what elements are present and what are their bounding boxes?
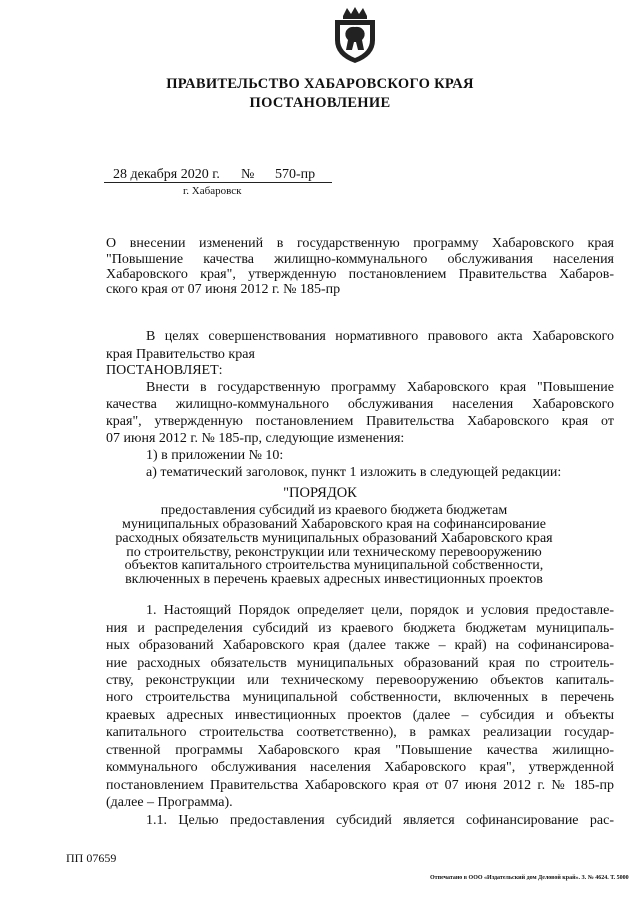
paragraph-line: края", утвержденную постановлением Правительства Хабаровского края от [106,414,614,429]
order-paragraph-line: ного строительства муниципальной собственности, включенных в перечень [106,690,614,705]
subject-line: "Повышение качества жилищно-коммунального обслуживания населения [106,252,614,267]
list-item-1: 1) в приложении № 10: [146,448,284,463]
coat-of-arms-icon [329,6,381,64]
order-paragraph-line: 1.1. Целью предоставления субсидий является софинансирование рас- [146,813,614,828]
order-paragraph-line: коммунального обслуживания населения Хабаровского края", утвержденной [106,760,614,775]
order-subtitle-line: предоставления субсидий из краевого бюджета бюджетам [160,503,508,518]
order-paragraph-line: (далее – Программа). [106,795,233,810]
subject-line: Хабаровского края", утвержденную постановлением Правительства Хабаров- [106,267,614,282]
order-paragraph-line: ния и распределения субсидий из краевого бюджета бюджетам муниципаль- [106,621,614,636]
order-paragraph-line: ству, реконструкции или техническому перевооружению объектов капиталь- [106,673,614,688]
document-code: ПП 07659 [66,851,117,865]
paragraph-line: 07 июня 2012 г. № 185-пр, следующие изменения: [106,431,405,446]
subject-line: О внесении изменений в государственную программу Хабаровского края [106,236,614,251]
paragraph-line: Внести в государственную программу Хабаровского края "Повышение [146,380,614,395]
order-title: "ПОРЯДОК [283,485,357,501]
government-name: ПРАВИТЕЛЬСТВО ХАБАРОВСКОГО КРАЯ [166,76,474,92]
order-subtitle-line: муниципальных образований Хабаровского края на софинансирование [122,517,546,532]
order-subtitle-line: объектов капитального строительства муниципальной собственности, [124,558,544,573]
decree-date: 28 декабря 2020 г. [113,167,220,182]
order-subtitle-line: по строительству, реконструкции или техническому перевооружению [126,545,542,560]
decree-number-label: № [241,167,255,182]
order-paragraph-line: капитального строительства соответственно), в рамках реализации государ- [106,725,614,740]
subject-line: ского края от 07 июня 2012 г. № 185-пр [106,282,341,297]
doc-type-title: ПОСТАНОВЛЕНИЕ [249,95,391,111]
order-paragraph-line: ние расходных обязательств муниципальных образований края по строитель- [106,656,614,671]
order-paragraph-line: постановлением Правительства Хабаровского края от 07 июня 2012 г. № 185-пр [106,778,614,793]
order-subtitle-line: включенных в перечень краевых адресных инвестиционных проектов [125,572,543,587]
city: г. Хабаровск [183,185,242,197]
printer-imprint: Отпечатано в ООО «Издательский дом Деловой край». З. № 4624. Т. 5000 [430,875,629,881]
intro-line: края Правительство края [106,347,255,362]
list-item-a: а) тематический заголовок, пункт 1 изложить в следующей редакции: [146,465,562,480]
order-paragraph-line: краевых адресных инвестиционных проектов (далее – субсидия и объекты [106,708,614,723]
intro-line: В целях совершенствования нормативного правового акта Хабаровского [146,329,614,344]
decree-number: 570-пр [275,167,316,182]
decree-word: ПОСТАНОВЛЯЕТ: [106,363,223,378]
order-paragraph-line: 1. Настоящий Порядок определяет цели, порядок и условия предоставле- [146,603,614,618]
order-subtitle-line: расходных обязательств муниципальных образований Хабаровского края [115,531,553,546]
order-paragraph-line: ственной программы Хабаровского края "Повышение качества жилищно- [106,743,614,758]
order-paragraph-line: ных образований Хабаровского края (далее также – край) на софинансирова- [106,638,614,653]
paragraph-line: качества жилищно-коммунального обслуживания населения Хабаровского [106,397,614,412]
